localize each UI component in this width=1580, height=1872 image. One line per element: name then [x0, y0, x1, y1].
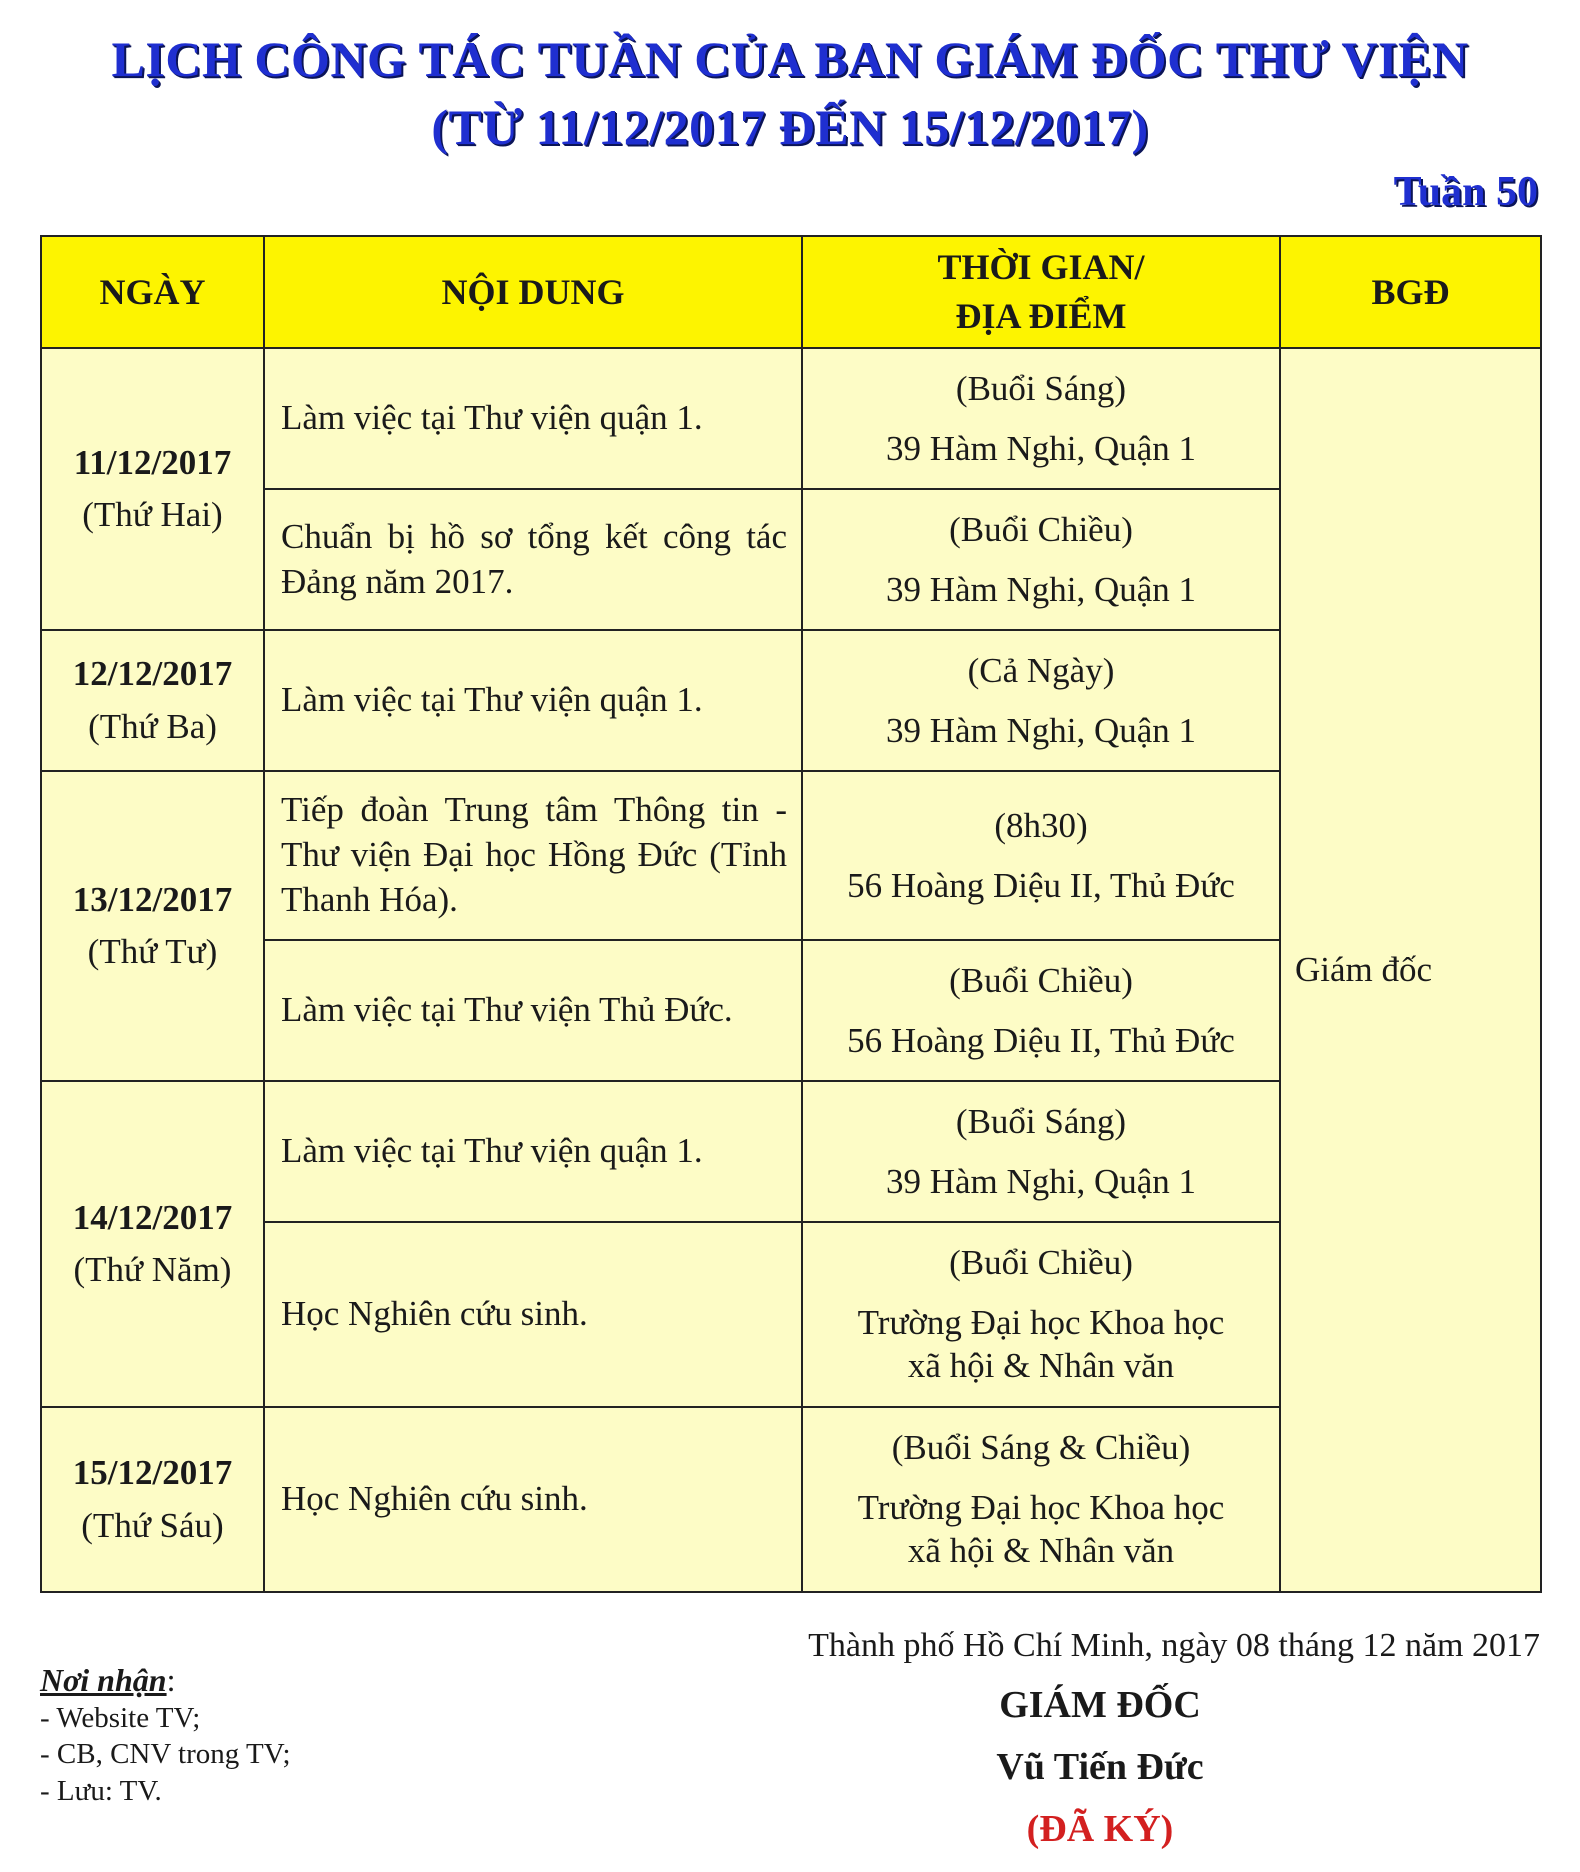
recipient-item: - CB, CNV trong TV; — [40, 1738, 291, 1771]
day-cell — [41, 1081, 264, 1407]
day-weekday: (Thứ Ba) — [88, 706, 217, 746]
place-label: 56 Hoàng Diệu II, Thủ Đức — [847, 865, 1235, 905]
content-cell: Chuẩn bị hồ sơ tổng kết công tác Đảng năm 2017. — [264, 489, 802, 630]
day-weekday: (Thứ Năm) — [73, 1250, 232, 1289]
content-cell: Học Nghiên cứu sinh. — [264, 1407, 802, 1592]
schedule-table — [40, 235, 1542, 1593]
recipients-block — [40, 1660, 291, 1809]
day-cell — [41, 1407, 264, 1592]
place-label: Trường Đại học Khoa học xã hội & Nhân văn — [857, 1487, 1225, 1571]
header-content: NỘI DUNG — [264, 236, 802, 348]
header-day: NGÀY — [41, 236, 264, 348]
signer-position: GIÁM ĐỐC — [999, 1684, 1201, 1726]
table-header-row — [41, 236, 1541, 348]
time-place-cell — [802, 348, 1280, 489]
place-label: 39 Hàm Nghi, Quận 1 — [885, 569, 1197, 609]
day-cell — [41, 630, 264, 771]
time-place-cell — [802, 1222, 1280, 1407]
day-cell — [41, 348, 264, 630]
content-cell: Làm việc tại Thư viện quận 1. — [264, 348, 802, 489]
day-weekday: (Thứ Tư) — [87, 932, 218, 971]
place-label: Trường Đại học Khoa học xã hội & Nhân văn — [857, 1302, 1225, 1386]
recipient-item: - Lưu: TV. — [40, 1774, 162, 1807]
day-cell — [41, 771, 264, 1081]
header-time-place — [802, 236, 1280, 348]
day-date: 14/12/2017 — [72, 1197, 233, 1237]
place-label: 39 Hàm Nghi, Quận 1 — [885, 710, 1197, 750]
signer-name: Vũ Tiến Đức — [996, 1746, 1204, 1788]
table-row — [41, 348, 1541, 489]
content-cell: Làm việc tại Thư viện quận 1. — [264, 1081, 802, 1222]
time-label: (Buổi Chiều) — [949, 960, 1133, 1000]
place-label: 39 Hàm Nghi, Quận 1 — [885, 428, 1197, 468]
header-time-line2: ĐỊA ĐIỂM — [955, 296, 1127, 336]
content-cell: Tiếp đoàn Trung tâm Thông tin - Thư viện Đại học Hồng Đức (Tỉnh Thanh Hóa). — [264, 771, 802, 940]
place-label: 56 Hoàng Diệu II, Thủ Đức — [847, 1020, 1235, 1060]
header-time-line1: THỜI GIAN/ — [937, 247, 1145, 288]
day-date: 11/12/2017 — [73, 442, 232, 482]
recipient-item: - Website TV; — [40, 1702, 201, 1734]
signed-stamp-text: (ĐÃ KÝ) — [1026, 1808, 1174, 1850]
time-place-cell — [802, 1407, 1280, 1592]
document-date-range: (TỪ 11/12/2017 ĐẾN 15/12/2017) — [431, 99, 1149, 155]
day-date: 15/12/2017 — [72, 1453, 233, 1492]
time-place-cell — [802, 771, 1280, 940]
time-label: (Buổi Chiều) — [949, 1242, 1133, 1282]
header-bgd: BGĐ — [1280, 236, 1541, 348]
bgd-cell: Giám đốc — [1280, 348, 1541, 1592]
recipients-colon: : — [166, 1662, 176, 1698]
time-place-cell — [802, 489, 1280, 630]
time-label: (Buổi Sáng) — [955, 368, 1127, 408]
recipients-heading — [40, 1660, 291, 1700]
time-label: (Buổi Chiều) — [949, 509, 1133, 549]
recipients-label: Nơi nhận — [40, 1662, 167, 1698]
day-weekday: (Thứ Hai) — [82, 495, 223, 534]
document-title: LỊCH CÔNG TÁC TUẦN CỦA BAN GIÁM ĐỐC THƯ VIỆN — [111, 31, 1469, 87]
content-cell: Làm việc tại Thư viện Thủ Đức. — [264, 940, 802, 1081]
time-label: (Buổi Sáng) — [955, 1101, 1127, 1141]
day-date: 13/12/2017 — [72, 879, 233, 919]
content-cell: Học Nghiên cứu sinh. — [264, 1222, 802, 1407]
city-date-line: Thành phố Hồ Chí Minh, ngày 08 tháng 12 năm 2017 — [808, 1627, 1540, 1664]
time-label: (8h30) — [994, 805, 1088, 845]
content-cell: Làm việc tại Thư viện quận 1. — [264, 630, 802, 771]
day-date: 12/12/2017 — [72, 654, 233, 693]
week-number: Tuần 50 — [1393, 169, 1538, 215]
time-place-cell — [802, 1081, 1280, 1222]
time-label: (Buổi Sáng & Chiều) — [891, 1427, 1191, 1467]
time-place-cell — [802, 630, 1280, 771]
place-label: 39 Hàm Nghi, Quận 1 — [885, 1161, 1197, 1201]
day-weekday: (Thứ Sáu) — [81, 1505, 224, 1545]
time-label: (Cả Ngày) — [967, 650, 1115, 690]
time-place-cell — [802, 940, 1280, 1081]
